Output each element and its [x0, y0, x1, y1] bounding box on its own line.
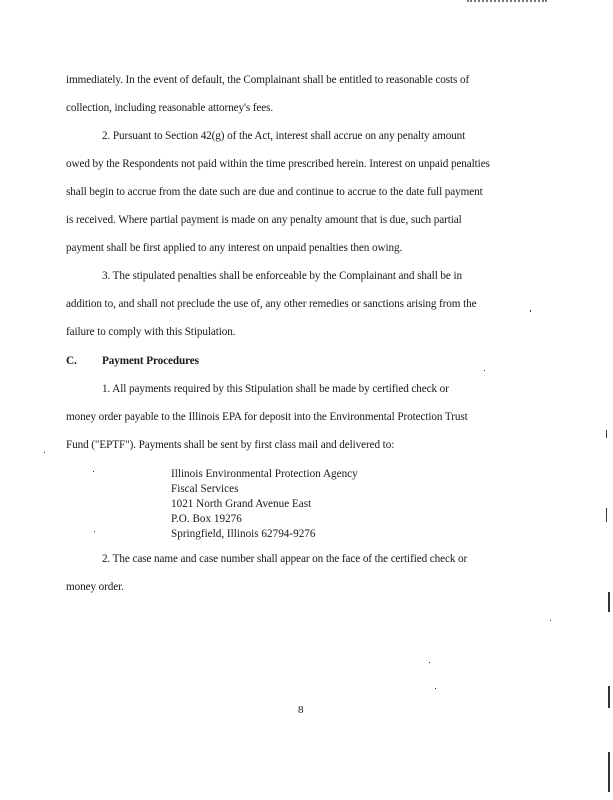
paragraph-line: failure to comply with this Stipulation. — [66, 326, 236, 338]
scan-speck — [608, 592, 610, 612]
scan-speck — [435, 688, 436, 689]
header-mark — [467, 0, 547, 6]
page-number: 8 — [298, 704, 304, 716]
paragraph-line: 3. The stipulated penalties shall be enforceable by the Complainant and shall be in — [102, 270, 462, 282]
paragraph-line: Fund ("EPTF"). Payments shall be sent by first class mail and delivered to: — [66, 439, 395, 451]
address-line: 1021 North Grand Avenue East — [171, 498, 312, 510]
scan-speck — [429, 662, 430, 663]
section-label: C. — [66, 355, 77, 367]
paragraph-line: 2. The case name and case number shall appear on the face of the certified check or — [102, 553, 468, 565]
address-line: Illinois Environmental Protection Agency — [171, 468, 358, 480]
scan-speck — [550, 620, 551, 621]
paragraph-line: collection, including reasonable attorney's fees. — [66, 102, 274, 114]
paragraph-line: 2. Pursuant to Section 42(g) of the Act, interest shall accrue on any penalty amount — [102, 130, 466, 142]
paragraph-line: addition to, and shall not preclude the use of, any other remedies or sanctions arising from the — [66, 298, 477, 310]
paragraph-line: 1. All payments required by this Stipulation shall be made by certified check or — [102, 383, 449, 395]
paragraph-line: owed by the Respondents not paid within the time prescribed herein. Interest on unpaid penalties — [66, 158, 490, 170]
scan-speck — [606, 508, 607, 522]
address-line: Springfield, Illinois 62794-9276 — [171, 528, 316, 540]
scan-speck — [94, 531, 95, 532]
paragraph-line: immediately. In the event of default, the Complainant shall be entitled to reasonable costs of — [66, 74, 470, 86]
scan-speck — [93, 471, 94, 472]
scan-speck — [530, 310, 531, 312]
paragraph-line: is received. Where partial payment is made on any penalty amount that is due, such partial — [66, 214, 462, 226]
scan-speck — [608, 752, 610, 792]
scan-speck — [44, 452, 45, 453]
paragraph-line: shall begin to accrue from the date such are due and continue to accrue to the date full payment — [66, 186, 483, 198]
paragraph-line: payment shall be first applied to any interest on unpaid penalties then owing. — [66, 242, 403, 254]
scan-speck — [484, 370, 485, 371]
address-line: P.O. Box 19276 — [171, 513, 242, 525]
paragraph-line: money order payable to the Illinois EPA for deposit into the Environmental Protection Trust — [66, 411, 468, 423]
paragraph-line: money order. — [66, 581, 124, 593]
address-line: Fiscal Services — [171, 483, 239, 495]
scan-speck — [606, 430, 607, 438]
section-title: Payment Procedures — [102, 355, 199, 367]
scan-speck — [608, 686, 610, 708]
